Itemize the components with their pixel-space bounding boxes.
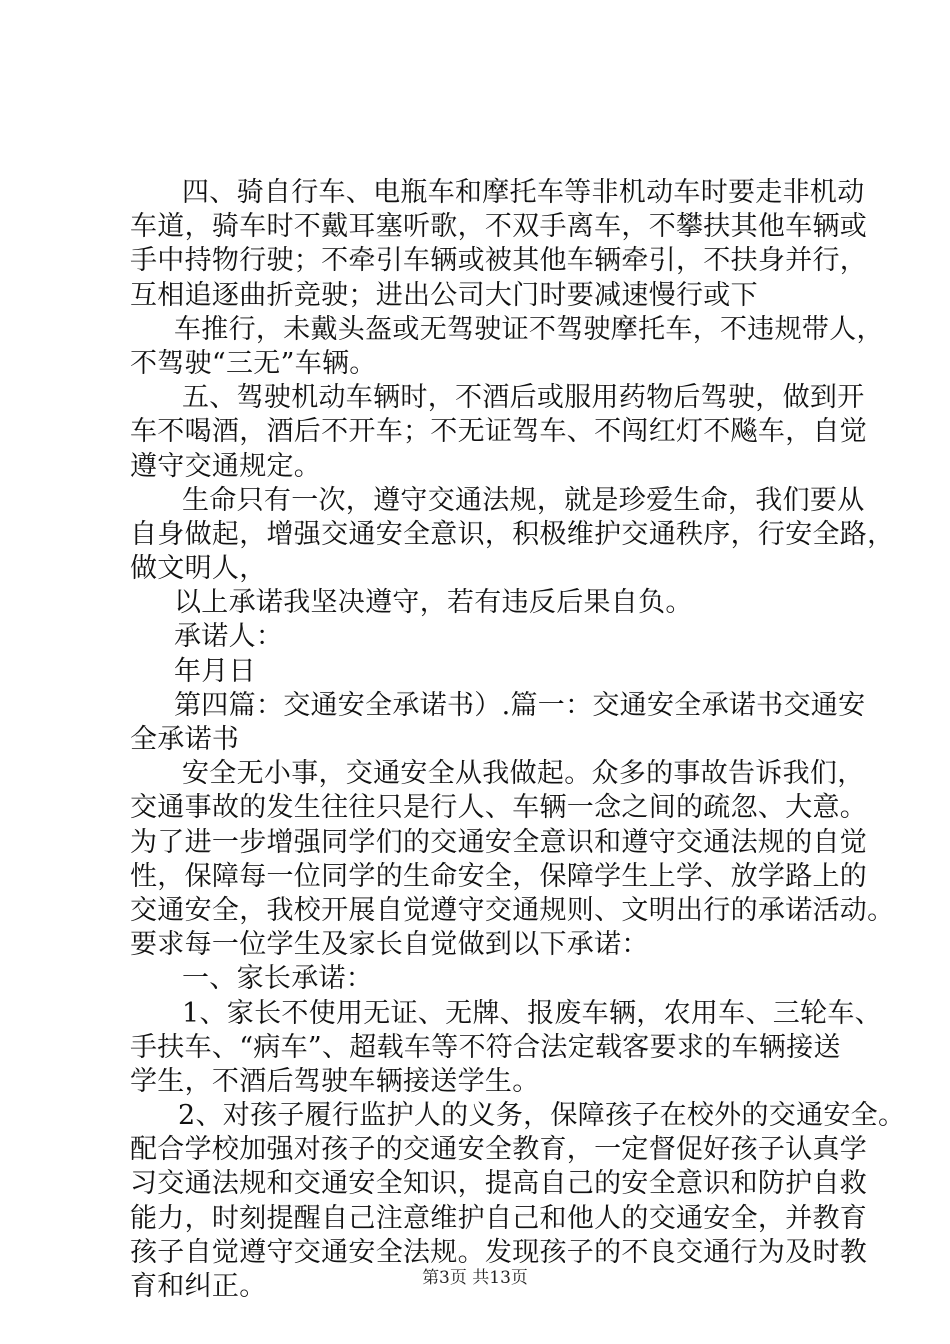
paragraph-line: 育和纠正。: [130, 1271, 267, 1302]
section-heading: 第四篇：交通安全承诺书）.篇一：交通安全承诺书交通安: [174, 689, 866, 721]
paragraph-line: 车不喝酒，酒后不开车；不无证驾车、不闯红灯不飚车，自觉: [130, 416, 868, 448]
subsection-heading: 一、家长承诺：: [182, 963, 374, 995]
section-heading-cont: 全承诺书: [130, 724, 240, 755]
paragraph-line: 1、家长不使用无证、无牌、报废车辆，农用车、三轮车、: [182, 997, 882, 1029]
page-number-footer: 第3页 共13页: [422, 1268, 528, 1288]
paragraph-line: 车推行，未戴头盔或无驾驶证不驾驶摩托车，不违规带人，: [174, 313, 884, 345]
paragraph-line: 不驾驶“三无”车辆。: [130, 347, 377, 379]
paragraph-line: 要求每一位学生及家长自觉做到以下承诺：: [130, 929, 649, 961]
paragraph-line: 配合学校加强对孩子的交通安全教育，一定督促好孩子认真学: [130, 1134, 868, 1166]
paragraph-line: 2、对孩子履行监护人的义务，保障孩子在校外的交通安全。: [178, 1100, 906, 1132]
paragraph-line: 习交通法规和交通安全知识，提高自己的安全意识和防护自救: [130, 1168, 868, 1200]
date-label: 年月日: [174, 655, 256, 687]
paragraph-line: 生命只有一次，遵守交通法规，就是珍爱生命，我们要从: [182, 484, 865, 516]
paragraph-line: 孩子自觉遵守交通安全法规。发现孩子的不良交通行为及时教: [130, 1236, 868, 1268]
paragraph-line: 四、骑自行车、电瓶车和摩托车等非机动车时要走非机动: [182, 177, 865, 208]
paragraph-line: 互相追逐曲折竞驶；进出公司大门时要减速慢行或下: [130, 279, 758, 311]
paragraph-line: 以上承诺我坚决遵守，若有违反后果自负。: [174, 587, 693, 619]
paragraph-line: 能力，时刻提醒自己注意维护自己和他人的交通安全，并教育: [130, 1202, 868, 1234]
document-body: [130, 176, 906, 1304]
paragraph-line: 性，保障每一位同学的生命安全，保障学生上学、放学路上的: [130, 860, 868, 892]
paragraph-line: 自身做起，增强交通安全意识，积极维护交通秩序，行安全路，: [130, 518, 895, 550]
paragraph-line: 安全无小事，交通安全从我做起。众多的事故告诉我们，: [182, 758, 865, 790]
paragraph-line: 做文明人，: [130, 553, 267, 585]
paragraph-line: 车道，骑车时不戴耳塞听歌，不双手离车，不攀扶其他车辆或: [130, 211, 868, 243]
paragraph-line: 手扶车、“病车”、超载车等不符合法定载客要求的车辆接送: [130, 1031, 841, 1063]
signer-label: 承诺人：: [174, 621, 284, 653]
paragraph-line: 五、驾驶机动车辆时，不酒后或服用药物后驾驶，做到开: [182, 382, 865, 414]
paragraph-line: 为了进一步增强同学们的交通安全意识和遵守交通法规的自觉: [130, 826, 868, 858]
paragraph-line: 交通事故的发生往往只是行人、车辆一念之间的疏忽、大意。: [130, 792, 868, 824]
paragraph-line: 手中持物行驶；不牵引车辆或被其他车辆牵引，不扶身并行，: [130, 245, 868, 277]
paragraph-line: 学生，不酒后驾驶车辆接送学生。: [130, 1065, 540, 1097]
paragraph-line: 交通安全，我校开展自觉遵守交通规则、文明出行的承诺活动。: [130, 894, 895, 926]
paragraph-line: 遵守交通规定。: [130, 450, 322, 482]
